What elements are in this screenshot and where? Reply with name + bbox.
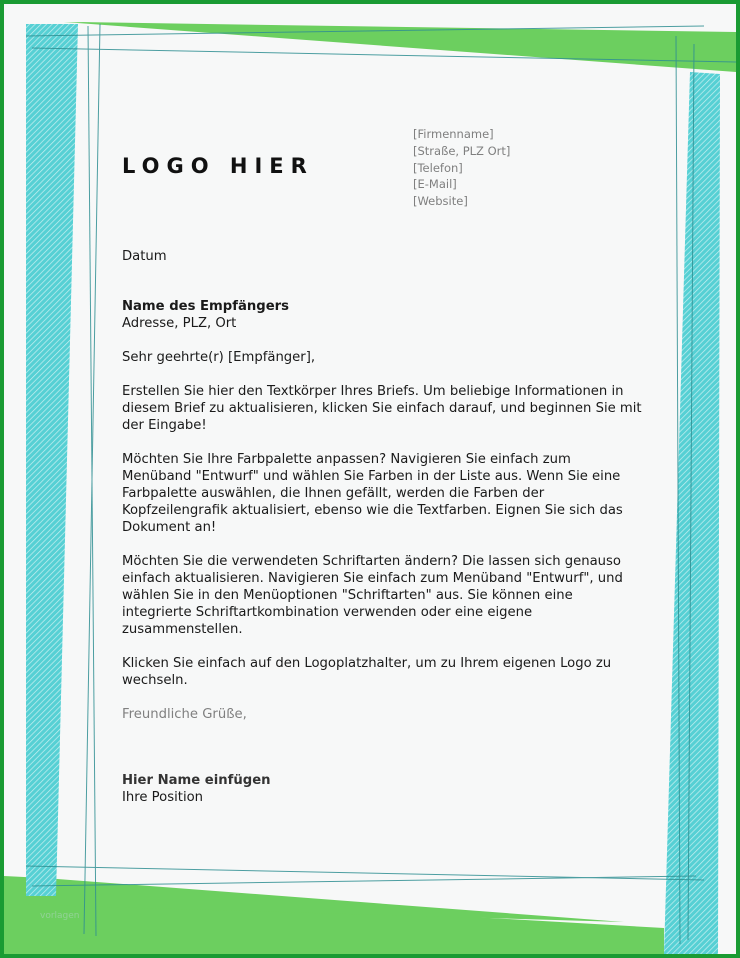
sender-name[interactable]: Hier Name einfügen [122,773,271,788]
logo-placeholder[interactable]: LOGO HIER [122,154,314,178]
sender-position[interactable]: Ihre Position [122,790,204,805]
right-cyan-stripe [664,72,720,954]
body-paragraph[interactable]: Klicken Sie einfach auf den Logoplatzhalter, um zu Ihrem eigenen Logo zu wechseln. [122,656,612,688]
recipient-name[interactable]: Name des Empfängers [122,299,289,314]
letter-body [122,248,642,806]
company-name[interactable]: [Firmenname] [413,127,494,141]
company-email[interactable]: [E-Mail] [413,177,457,192]
company-phone[interactable]: [Telefon] [413,160,463,175]
company-address[interactable]: [Straße, PLZ Ort] [413,143,511,158]
letter-date[interactable]: Datum [122,249,167,264]
body-paragraph[interactable]: Möchten Sie Ihre Farbpalette anpassen? Navigieren Sie einfach zum Menüband "Entwurf" und wählen Sie Farben in der Liste aus. Wenn Sie eine Farbpalette auswählen, die Ihnen gefällt, werden die Farben der Kopfzeilengrafik aktualisiert, ebenso wie die Textfarben. Eignen Sie sich das Dokument an! [122,452,623,535]
recipient-address[interactable]: Adresse, PLZ, Ort [122,316,237,331]
company-info [413,126,510,210]
salutation[interactable]: Sehr geehrte(r) [Empfänger], [122,350,316,365]
watermark: vorlagen [40,911,80,921]
body-paragraph[interactable]: Erstellen Sie hier den Textkörper Ihres Briefs. Um beliebige Informationen in diesem Brief zu aktualisieren, klicken Sie einfach darauf, und beginnen Sie mit der Eingabe! [122,384,642,433]
company-website[interactable]: [Website] [413,194,468,209]
left-cyan-stripe [26,24,78,896]
closing[interactable]: Freundliche Grüße, [122,707,247,722]
body-paragraph[interactable]: Möchten Sie die verwendeten Schriftarten ändern? Die lassen sich genauso einfach aktualisieren. Navigieren Sie einfach zum Menüband "Entwurf", und wählen Sie in den Menüoptionen "Schriftarten" aus. Sie können eine integrierte Schriftartkombination verwenden oder eine eigene zusammenstellen. [122,554,623,637]
